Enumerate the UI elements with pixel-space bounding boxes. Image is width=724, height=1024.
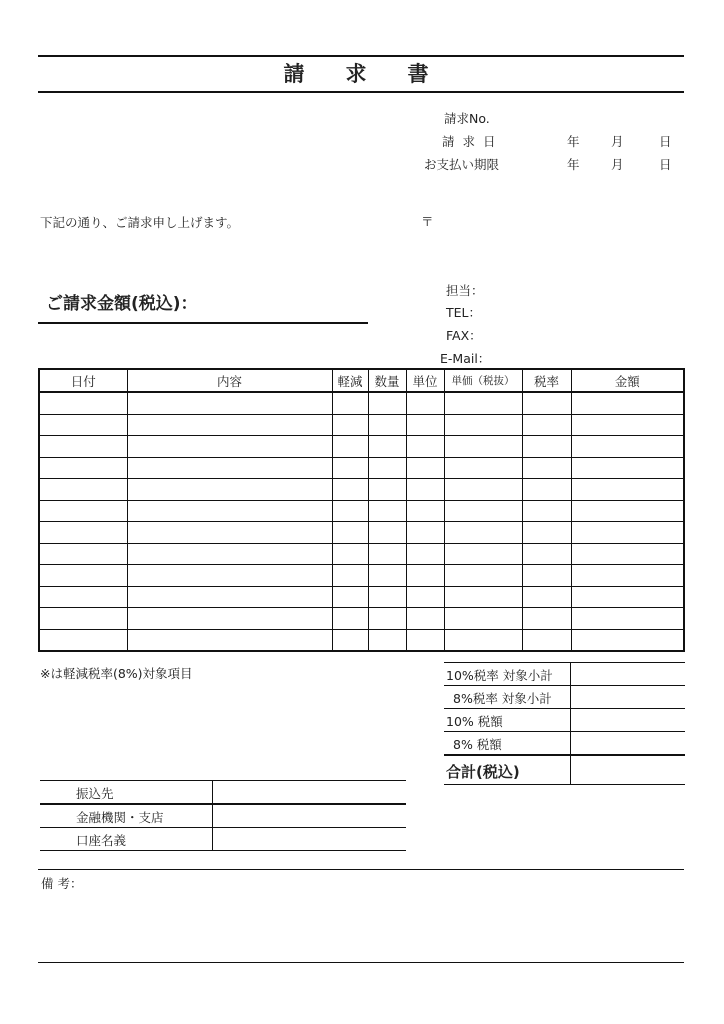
remarks-label: 備 考： [41, 876, 83, 891]
table-cell[interactable] [522, 543, 571, 565]
table-cell[interactable] [127, 392, 332, 414]
due-month: 月 [611, 157, 624, 172]
institution-value[interactable] [212, 805, 406, 827]
summary-row [444, 686, 685, 709]
table-cell[interactable] [127, 500, 332, 522]
table-cell[interactable] [444, 629, 522, 651]
table-row [39, 629, 684, 651]
amount-label: ご請求金額(税込)： [46, 294, 198, 314]
table-cell[interactable] [39, 608, 127, 630]
table-cell[interactable] [571, 392, 684, 414]
items-table [38, 368, 685, 652]
table-cell[interactable] [522, 565, 571, 587]
total-value[interactable] [570, 756, 685, 784]
col-reduced: 軽減 [332, 369, 368, 392]
due-date-label: お支払い期限 [424, 157, 500, 172]
summary-row [444, 732, 685, 754]
table-row [39, 436, 684, 458]
account-name-value[interactable] [212, 828, 406, 850]
table-cell[interactable] [368, 436, 406, 458]
table-cell[interactable] [406, 414, 444, 436]
table-row [39, 543, 684, 565]
table-header-row [39, 369, 684, 392]
table-cell[interactable] [332, 392, 368, 414]
invoice-month: 月 [611, 134, 624, 149]
table-cell[interactable] [444, 414, 522, 436]
col-amount: 金額 [571, 369, 684, 392]
table-cell[interactable] [406, 543, 444, 565]
table-cell[interactable] [522, 436, 571, 458]
contact-email: E-Mail： [440, 351, 491, 366]
table-row [39, 522, 684, 544]
tax-10-label: 10% 税額 [446, 714, 503, 729]
bank-row [40, 828, 406, 851]
contact-person: 担当： [446, 283, 484, 298]
invoice-no-label: 請求No. [444, 111, 490, 126]
table-cell[interactable] [406, 479, 444, 501]
total-label: 合計(税込) [446, 763, 520, 781]
table-cell[interactable] [522, 392, 571, 414]
table-cell[interactable] [39, 457, 127, 479]
table-cell[interactable] [571, 479, 684, 501]
institution-label: 金融機関・支店 [76, 810, 164, 825]
due-day: 日 [659, 157, 672, 172]
table-cell[interactable] [444, 457, 522, 479]
table-cell[interactable] [522, 457, 571, 479]
table-cell[interactable] [39, 436, 127, 458]
bank-block [40, 780, 406, 851]
summary-row [444, 709, 685, 732]
tax-8-label: 8% 税額 [453, 737, 502, 752]
table-cell[interactable] [39, 543, 127, 565]
intro-text: 下記の通り、ご請求申し上げます。 [40, 215, 240, 230]
remarks-top-rule [38, 869, 684, 870]
table-cell[interactable] [332, 565, 368, 587]
table-cell[interactable] [522, 414, 571, 436]
table-cell[interactable] [368, 479, 406, 501]
table-cell[interactable] [571, 565, 684, 587]
table-cell[interactable] [332, 479, 368, 501]
table-cell[interactable] [332, 608, 368, 630]
table-cell[interactable] [332, 543, 368, 565]
table-cell[interactable] [39, 500, 127, 522]
tax-10-value[interactable] [570, 709, 685, 731]
table-cell[interactable] [571, 629, 684, 651]
summary-row [444, 663, 685, 686]
title-top-rule [38, 55, 684, 57]
table-row [39, 608, 684, 630]
table-cell[interactable] [444, 479, 522, 501]
table-cell[interactable] [444, 608, 522, 630]
table-cell[interactable] [39, 479, 127, 501]
table-cell[interactable] [444, 543, 522, 565]
table-cell[interactable] [406, 436, 444, 458]
table-cell[interactable] [332, 436, 368, 458]
tax-8-value[interactable] [570, 732, 685, 754]
table-cell[interactable] [368, 586, 406, 608]
table-cell[interactable] [127, 436, 332, 458]
table-cell[interactable] [571, 543, 684, 565]
table-cell[interactable] [368, 608, 406, 630]
table-cell[interactable] [522, 586, 571, 608]
table-cell[interactable] [368, 414, 406, 436]
table-cell[interactable] [522, 608, 571, 630]
table-cell[interactable] [368, 392, 406, 414]
remarks-bottom-rule [38, 962, 684, 963]
table-cell[interactable] [444, 565, 522, 587]
subtotal-10-value[interactable] [570, 663, 685, 685]
table-cell[interactable] [444, 436, 522, 458]
table-cell[interactable] [406, 392, 444, 414]
invoice-date-label: 請 求 日 [442, 134, 498, 149]
subtotal-8-value[interactable] [570, 686, 685, 708]
table-cell[interactable] [522, 629, 571, 651]
transfer-value[interactable] [212, 781, 406, 803]
amount-underline [38, 322, 368, 324]
col-tax-rate: 税率 [522, 369, 571, 392]
col-quantity: 数量 [368, 369, 406, 392]
table-cell[interactable] [571, 586, 684, 608]
table-row [39, 392, 684, 414]
summary-total-row [444, 754, 685, 785]
table-cell[interactable] [522, 500, 571, 522]
table-cell[interactable] [127, 457, 332, 479]
table-cell[interactable] [444, 392, 522, 414]
table-cell[interactable] [332, 629, 368, 651]
table-cell[interactable] [39, 629, 127, 651]
subtotal-10-label: 10%税率 対象小計 [446, 668, 553, 683]
page-title: 請 求 書 [283, 62, 439, 86]
table-cell[interactable] [444, 522, 522, 544]
table-cell[interactable] [368, 565, 406, 587]
table-cell[interactable] [332, 522, 368, 544]
table-cell[interactable] [332, 586, 368, 608]
table-cell[interactable] [444, 500, 522, 522]
table-cell[interactable] [332, 500, 368, 522]
table-cell[interactable] [406, 522, 444, 544]
table-cell[interactable] [406, 586, 444, 608]
table-cell[interactable] [39, 414, 127, 436]
table-cell[interactable] [127, 522, 332, 544]
table-cell[interactable] [368, 629, 406, 651]
table-cell[interactable] [406, 629, 444, 651]
table-cell[interactable] [127, 629, 332, 651]
table-cell[interactable] [39, 392, 127, 414]
invoice-year: 年 [567, 134, 580, 149]
table-cell[interactable] [571, 608, 684, 630]
table-cell[interactable] [406, 457, 444, 479]
reduced-tax-note: ※は軽減税率(8%)対象項目 [40, 666, 193, 681]
table-cell[interactable] [571, 522, 684, 544]
summary-block [444, 662, 685, 785]
table-cell[interactable] [127, 565, 332, 587]
table-row [39, 457, 684, 479]
col-unit-price: 単価（税抜） [444, 369, 522, 392]
table-cell[interactable] [127, 543, 332, 565]
bank-row [40, 805, 406, 828]
table-cell[interactable] [368, 500, 406, 522]
table-cell[interactable] [39, 522, 127, 544]
transfer-label: 振込先 [76, 786, 114, 801]
table-cell[interactable] [127, 479, 332, 501]
table-row [39, 414, 684, 436]
col-unit: 単位 [406, 369, 444, 392]
table-cell[interactable] [368, 522, 406, 544]
col-date: 日付 [39, 369, 127, 392]
table-cell[interactable] [332, 414, 368, 436]
table-cell[interactable] [39, 586, 127, 608]
table-cell[interactable] [571, 436, 684, 458]
subtotal-8-label: 8%税率 対象小計 [453, 691, 552, 706]
bank-row [40, 781, 406, 805]
contact-tel: TEL： [446, 305, 481, 320]
table-row [39, 500, 684, 522]
invoice-day: 日 [659, 134, 672, 149]
table-cell[interactable] [571, 500, 684, 522]
table-cell[interactable] [571, 457, 684, 479]
table-cell[interactable] [522, 522, 571, 544]
table-row [39, 565, 684, 587]
table-cell[interactable] [571, 414, 684, 436]
table-cell[interactable] [332, 457, 368, 479]
table-cell[interactable] [406, 608, 444, 630]
account-name-label: 口座名義 [76, 833, 127, 848]
postal-mark: 〒 [421, 214, 434, 229]
table-cell[interactable] [127, 586, 332, 608]
col-description: 内容 [127, 369, 332, 392]
due-year: 年 [567, 157, 580, 172]
table-cell[interactable] [39, 565, 127, 587]
table-cell[interactable] [127, 414, 332, 436]
table-cell[interactable] [368, 457, 406, 479]
table-cell[interactable] [127, 608, 332, 630]
table-cell[interactable] [406, 500, 444, 522]
table-cell[interactable] [406, 565, 444, 587]
title-bottom-rule [38, 91, 684, 93]
table-row [39, 479, 684, 501]
table-cell[interactable] [368, 543, 406, 565]
table-cell[interactable] [444, 586, 522, 608]
table-cell[interactable] [522, 479, 571, 501]
contact-fax: FAX： [446, 328, 482, 343]
table-row [39, 586, 684, 608]
